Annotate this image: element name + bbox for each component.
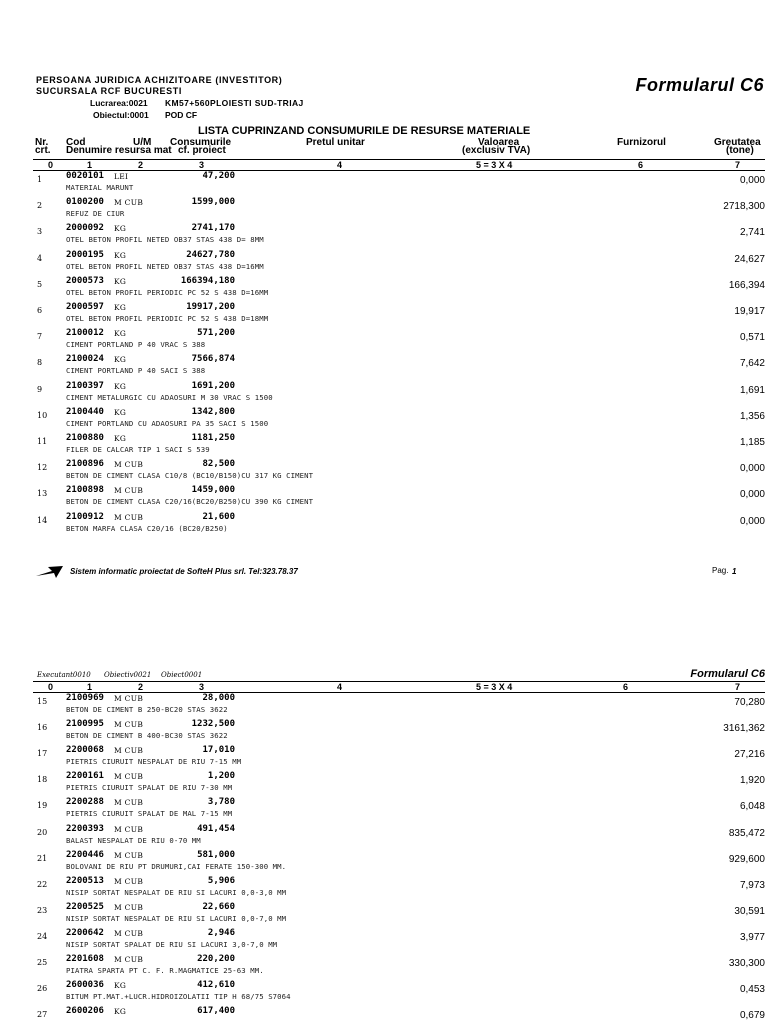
obiectiv-label: Obiectiv0021	[104, 671, 152, 679]
table-row	[0, 381, 768, 407]
resource-code: 2200513	[66, 875, 104, 886]
resource-code: 2200288	[66, 797, 104, 808]
executant-label: Executant0010	[37, 671, 91, 679]
unit-of-measure: M CUB	[114, 876, 144, 886]
table-row	[0, 902, 768, 928]
consumption-quantity: 220,200	[197, 954, 235, 964]
weight-tons: 3161,362	[723, 723, 765, 735]
table-row	[0, 928, 768, 954]
resource-description: PIETRIS CIURUIT SPALAT DE RIU 7-30 MM	[66, 783, 233, 793]
unit-of-measure: M CUB	[114, 772, 144, 782]
resource-description: PIETRIS CIURUIT SPALAT DE MAL 7-15 MM	[66, 809, 233, 819]
resource-code: 2100024	[66, 354, 104, 365]
resource-description: CIMENT METALURGIC CU ADAOSURI M 30 VRAC S 1500	[66, 392, 273, 402]
row-number: 8	[37, 358, 43, 368]
footer-text: Sistem informatic proiectat de SofteH Plus srl. Tel:323.78.37	[70, 567, 298, 576]
weight-tons: 2718,300	[723, 201, 765, 213]
consumption-quantity: 1181,250	[191, 433, 235, 443]
resource-description: BETON DE CIMENT CLASA C10/8 (BC10/B150)CU 317 KG CIMENT	[66, 471, 314, 481]
obiectul-label: Obiectul:0001	[93, 110, 149, 120]
colnum-2: 2	[138, 160, 144, 170]
resource-code: 0020101	[66, 171, 104, 181]
resource-description: BETON MARFA CLASA C20/16 (BC20/B250)	[66, 523, 228, 533]
unit-of-measure: M CUB	[114, 824, 144, 834]
table-row	[0, 745, 768, 771]
lucrarea-value: KM57+560PLOIESTI SUD-TRIAJ	[165, 98, 304, 108]
unit-of-measure: KG	[114, 224, 127, 234]
resource-description: OTEL BETON PROFIL NETED OB37 STAS 438 D=16MM	[66, 261, 264, 271]
row-number: 11	[37, 437, 48, 446]
row-number: 14	[37, 515, 48, 525]
unit-of-measure: KG	[114, 1007, 127, 1017]
row-number: 22	[37, 879, 48, 889]
row-number: 23	[37, 905, 48, 915]
resource-description: BALAST NESPALAT DE RIU 0-70 MM	[66, 835, 201, 845]
resource-description: BOLOVANI DE RIU PT DRUMURI,CAI FERATE 150-300 MM.	[66, 861, 287, 871]
unit-of-measure: M CUB	[114, 486, 144, 496]
branch-line: SUCURSALA RCF BUCURESTI	[36, 86, 182, 96]
form-title-page2: Formularul C6	[690, 668, 765, 680]
resource-description: CIMENT PORTLAND CU ADAOSURI PA 35 SACI S 1500	[66, 418, 269, 428]
consumption-quantity: 166394,180	[180, 275, 235, 286]
resource-code: 2000195	[66, 249, 104, 260]
table-row	[0, 876, 768, 902]
unit-of-measure: M CUB	[114, 955, 144, 964]
resource-code: 2000597	[66, 302, 104, 312]
resource-code: 2200161	[66, 771, 104, 782]
consumption-quantity: 581,000	[197, 849, 235, 860]
row-number: 9	[37, 384, 43, 394]
resource-description: NISIP SORTAT SPALAT DE RIU SI LACURI 3,0-7,0 MM	[66, 939, 278, 949]
resource-code: 2100896	[66, 459, 104, 470]
resource-code: 2100898	[66, 485, 104, 496]
row-number: 12	[37, 463, 48, 473]
arrow-logo-icon	[36, 565, 64, 579]
row-number: 3	[37, 227, 43, 237]
row-number: 18	[37, 775, 48, 785]
row-number: 2	[37, 201, 43, 211]
consumption-quantity: 17,010	[202, 745, 235, 756]
weight-tons: 0,679	[739, 1010, 765, 1022]
resource-code: 2600206	[66, 1006, 104, 1017]
weight-tons: 70,280	[734, 697, 765, 708]
resource-code: 2100995	[66, 719, 104, 730]
resource-code: 2100912	[66, 511, 104, 522]
weight-tons: 7,642	[739, 358, 765, 370]
consumption-quantity: 7566,874	[191, 354, 235, 365]
colnum-6: 6	[638, 160, 644, 170]
colnum2-3: 3	[199, 682, 205, 692]
unit-of-measure: M CUB	[114, 720, 144, 730]
consumption-quantity: 1,200	[207, 771, 235, 782]
resource-code: 2000573	[66, 275, 104, 286]
table-row	[0, 771, 768, 797]
resource-code: 2200068	[66, 745, 104, 756]
resource-code: 2200393	[66, 823, 104, 834]
col-cf-proiect: cf. proiect	[178, 145, 226, 156]
unit-of-measure: M CUB	[114, 512, 144, 522]
row-number: 13	[37, 489, 48, 499]
colnum-0: 0	[48, 160, 54, 170]
consumption-quantity: 47,200	[202, 171, 235, 181]
weight-tons: 166,394	[728, 279, 765, 291]
investor-line: PERSOANA JURIDICA ACHIZITOARE (INVESTITOR)	[36, 75, 283, 85]
weight-tons: 835,472	[728, 827, 765, 839]
weight-tons: 6,048	[739, 801, 765, 813]
resource-description: OTEL BETON PROFIL NETED OB37 STAS 438 D= 8MM	[66, 235, 264, 245]
table-row	[0, 171, 768, 197]
unit-of-measure: M CUB	[114, 198, 144, 208]
unit-of-measure: KG	[114, 434, 127, 443]
row-number: 19	[37, 801, 48, 811]
consumption-quantity: 5,906	[207, 875, 235, 886]
weight-tons: 7,973	[739, 879, 765, 891]
colnum-4: 4	[337, 160, 343, 170]
row-number: 16	[37, 723, 48, 733]
table-row	[0, 223, 768, 249]
page-number: 1	[732, 567, 737, 576]
row-number: 27	[37, 1010, 48, 1020]
consumption-quantity: 571,200	[197, 328, 235, 339]
resource-code: 2100012	[66, 328, 104, 339]
resource-description: BETON DE CIMENT B 400-BC30 STAS 3622	[66, 731, 228, 741]
table-row	[0, 512, 768, 538]
row-number: 1	[37, 175, 43, 184]
resource-code: 0100200	[66, 197, 104, 208]
obiectul-value: POD CF	[165, 110, 198, 120]
col-um: U/M	[133, 137, 152, 148]
table-row	[0, 197, 768, 223]
colnum2-4: 4	[337, 682, 343, 692]
resource-code: 2200642	[66, 927, 104, 938]
lucrarea-label: Lucrarea:0021	[90, 98, 148, 108]
unit-of-measure: KG	[114, 355, 127, 365]
row-number: 17	[37, 749, 48, 759]
consumption-quantity: 412,610	[197, 980, 235, 991]
resource-description: CIMENT PORTLAND P 40 SACI S 388	[66, 366, 206, 376]
table-row	[0, 954, 768, 980]
table-row	[0, 250, 768, 276]
unit-of-measure: KG	[114, 303, 127, 312]
colnum2-1: 1	[87, 682, 93, 692]
weight-tons: 19,917	[734, 306, 765, 317]
consumption-quantity: 24627,780	[186, 249, 235, 260]
consumption-quantity: 19917,200	[186, 302, 235, 312]
resource-description: PIATRA SPARTA PT C. F. R.MAGMATICE 25-63 MM.	[66, 966, 264, 975]
weight-tons: 2,741	[739, 227, 765, 239]
row-number: 24	[37, 931, 48, 941]
consumption-quantity: 617,400	[197, 1006, 235, 1017]
page-label: Pag.	[712, 566, 729, 575]
table-row	[0, 693, 768, 719]
colnum-3: 3	[199, 160, 205, 170]
weight-tons: 30,591	[734, 905, 765, 917]
colnum2-0: 0	[48, 682, 54, 692]
col-exclusiv: (exclusiv TVA)	[462, 145, 531, 156]
resource-description: BETON DE CIMENT CLASA C20/16(BC20/B250)CU 390 KG CIMENT	[66, 497, 314, 507]
table-row	[0, 354, 768, 380]
row-number: 15	[37, 697, 48, 706]
row-number: 4	[37, 253, 43, 263]
table-row	[0, 276, 768, 302]
unit-of-measure: M CUB	[114, 850, 144, 860]
colnum-7: 7	[735, 160, 741, 170]
table-row	[0, 1006, 768, 1032]
weight-tons: 0,000	[739, 175, 765, 186]
unit-of-measure: M CUB	[114, 928, 144, 938]
weight-tons: 1,185	[739, 437, 765, 448]
unit-of-measure: M CUB	[114, 694, 144, 703]
resource-description: FILER DE CALCAR TIP 1 SACI S 539	[66, 445, 210, 454]
table-row	[0, 797, 768, 823]
unit-of-measure: KG	[114, 250, 127, 260]
table-row	[0, 485, 768, 511]
table-row	[0, 459, 768, 485]
row-number: 5	[37, 279, 43, 289]
resource-description: MATERIAL MARUNT	[66, 183, 134, 192]
resource-code: 2100440	[66, 406, 104, 417]
table-row	[0, 980, 768, 1006]
weight-tons: 27,216	[734, 749, 765, 761]
unit-of-measure: KG	[114, 981, 127, 991]
resource-code: 2200525	[66, 901, 104, 912]
consumption-quantity: 22,660	[202, 901, 235, 912]
col-valoarea: Valoarea	[478, 137, 520, 148]
consumption-quantity: 82,500	[202, 459, 235, 470]
consumption-quantity: 3,780	[207, 797, 235, 808]
weight-tons: 0,000	[739, 463, 765, 475]
unit-of-measure: KG	[114, 381, 127, 391]
resource-description: REFUZ DE CIUR	[66, 209, 125, 219]
colnum2-6: 6	[623, 682, 629, 692]
unit-of-measure: M CUB	[114, 902, 144, 912]
weight-tons: 1,691	[739, 384, 765, 396]
resource-description: PIETRIS CIURUIT NESPALAT DE RIU 7-15 MM	[66, 757, 242, 767]
resource-description: BETON DE CIMENT B 250-BC20 STAS 3622	[66, 705, 228, 714]
weight-tons: 1,920	[739, 775, 765, 787]
consumption-quantity: 21,600	[202, 511, 235, 522]
row-number: 10	[37, 410, 48, 420]
unit-of-measure: M CUB	[114, 746, 144, 756]
consumption-quantity: 1599,000	[191, 197, 235, 208]
row-number: 25	[37, 958, 48, 967]
colnum2-5: 5 = 3 X 4	[476, 682, 513, 692]
resource-description: CIMENT PORTLAND P 40 VRAC S 388	[66, 340, 206, 350]
col-cod: Cod	[66, 137, 86, 148]
resource-description: BITUM PT.MAT.+LUCR.HIDROIZOLATII TIP H 68/75 S7064	[66, 992, 291, 1002]
weight-tons: 1,356	[739, 410, 765, 422]
table-row	[0, 824, 768, 850]
unit-of-measure: KG	[114, 329, 127, 339]
weight-tons: 330,300	[728, 958, 765, 969]
table-row	[0, 433, 768, 459]
consumption-quantity: 2741,170	[191, 223, 235, 234]
resource-code: 2200446	[66, 849, 104, 860]
row-number: 26	[37, 984, 48, 994]
consumption-quantity: 2,946	[207, 927, 235, 938]
resource-code: 2000092	[66, 223, 104, 234]
weight-tons: 0,453	[739, 984, 765, 996]
weight-tons: 24,627	[734, 253, 765, 265]
row-number: 20	[37, 827, 48, 837]
resource-code: 2201608	[66, 954, 104, 964]
col-crt: crt.	[35, 145, 51, 156]
col-furnizorul: Furnizorul	[617, 137, 666, 148]
weight-tons: 3,977	[739, 931, 765, 943]
col-consumurile: Consumurile	[170, 137, 232, 148]
resource-code: 2100969	[66, 693, 104, 703]
table-row	[0, 328, 768, 354]
consumption-quantity: 1232,500	[191, 719, 235, 730]
col-nr: Nr.	[35, 137, 49, 148]
obiect-label: Obiect0001	[161, 671, 203, 679]
unit-of-measure: M CUB	[114, 460, 144, 470]
form-title: Formularul C6	[635, 75, 764, 95]
weight-tons: 0,571	[739, 332, 765, 344]
weight-tons: 0,000	[739, 515, 765, 527]
col-denumire: Denumire resursa mat	[66, 145, 172, 156]
table-row	[0, 850, 768, 876]
table-row	[0, 302, 768, 328]
unit-of-measure: KG	[114, 407, 127, 417]
resource-code: 2100397	[66, 380, 104, 391]
col-tone: (tone)	[726, 145, 754, 156]
consumption-quantity: 1691,200	[191, 380, 235, 391]
consumption-quantity: 491,454	[197, 823, 235, 834]
row-number: 7	[37, 332, 43, 342]
colnum-5: 5 = 3 X 4	[476, 160, 513, 170]
consumption-quantity: 1342,800	[191, 406, 235, 417]
resource-code: 2600036	[66, 980, 104, 991]
document-title: LISTA CUPRINZAND CONSUMURILE DE RESURSE MATERIALE	[198, 125, 531, 137]
resource-description: OTEL BETON PROFIL PERIODIC PC 52 S 438 D=16MM	[66, 287, 269, 297]
col-greutatea: Greutatea	[714, 137, 761, 148]
weight-tons: 929,600	[728, 853, 765, 865]
resource-code: 2100880	[66, 433, 104, 443]
consumption-quantity: 1459,000	[191, 485, 235, 496]
unit-of-measure: M CUB	[114, 798, 144, 808]
resource-description: NISIP SORTAT NESPALAT DE RIU SI LACURI 0,0-7,0 MM	[66, 913, 287, 923]
colnum2-7: 7	[735, 682, 741, 692]
row-number: 6	[37, 306, 43, 315]
unit-of-measure: LEI	[114, 172, 129, 181]
table-row	[0, 719, 768, 745]
unit-of-measure: KG	[114, 276, 127, 286]
colnum-1: 1	[87, 160, 93, 170]
colnum2-2: 2	[138, 682, 144, 692]
table-row	[0, 407, 768, 433]
weight-tons: 0,000	[739, 489, 765, 501]
resource-description: OTEL BETON PROFIL PERIODIC PC 52 S 438 D=18MM	[66, 314, 269, 323]
resource-description: NISIP SORTAT NESPALAT DE RIU SI LACURI 0,0-3,0 MM	[66, 887, 287, 897]
row-number: 21	[37, 853, 48, 863]
consumption-quantity: 28,000	[202, 693, 235, 703]
col-pret: Pretul unitar	[306, 137, 365, 148]
